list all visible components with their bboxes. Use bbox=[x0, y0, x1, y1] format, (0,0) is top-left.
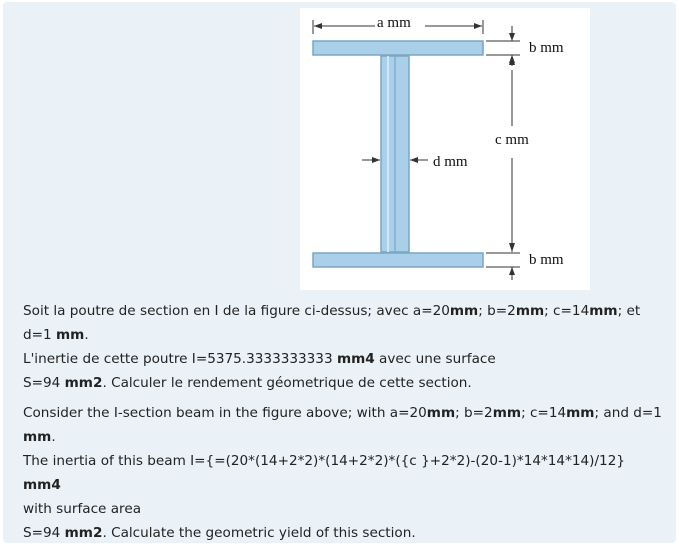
french-line-3: L'inertie de cette poutre I=5375.3333333333 mm4 avec une surface bbox=[23, 351, 496, 367]
french-line-4: S=94 mm2. Calculer le rendement géometrique de cette section. bbox=[23, 375, 472, 391]
dimension-b-top-label: b mm bbox=[529, 40, 564, 56]
english-line-2: mm. bbox=[23, 429, 56, 445]
dimension-d-label: d mm bbox=[433, 154, 468, 170]
top-flange bbox=[313, 41, 483, 55]
french-line-1: Soit la poutre de section en I de la figure ci-dessus; avec a=20mm; b=2mm; c=14mm; et bbox=[23, 303, 641, 319]
dimension-a-label: a mm bbox=[377, 15, 411, 31]
french-question bbox=[23, 299, 663, 395]
english-line-5: S=94 mm2. Calculate the geometric yield of this section. bbox=[23, 525, 416, 541]
i-beam-figure bbox=[300, 8, 590, 290]
dimension-b-bottom-label: b mm bbox=[529, 252, 564, 268]
english-line-1: Consider the I-section beam in the figure above; with a=20mm; b=2mm; c=14mm; and d=1 bbox=[23, 405, 662, 421]
english-line-3: The inertia of this beam I={=(20*(14+2*2)*(14+2*2)*({c }+2*2)-(20-1)*14*14*14)/12} mm4 bbox=[23, 453, 626, 493]
english-line-4: with surface area bbox=[23, 501, 142, 517]
english-question bbox=[23, 401, 663, 545]
french-line-2: d=1 mm. bbox=[23, 327, 89, 343]
dimension-c-label: c mm bbox=[495, 132, 529, 148]
bottom-flange bbox=[313, 253, 483, 267]
